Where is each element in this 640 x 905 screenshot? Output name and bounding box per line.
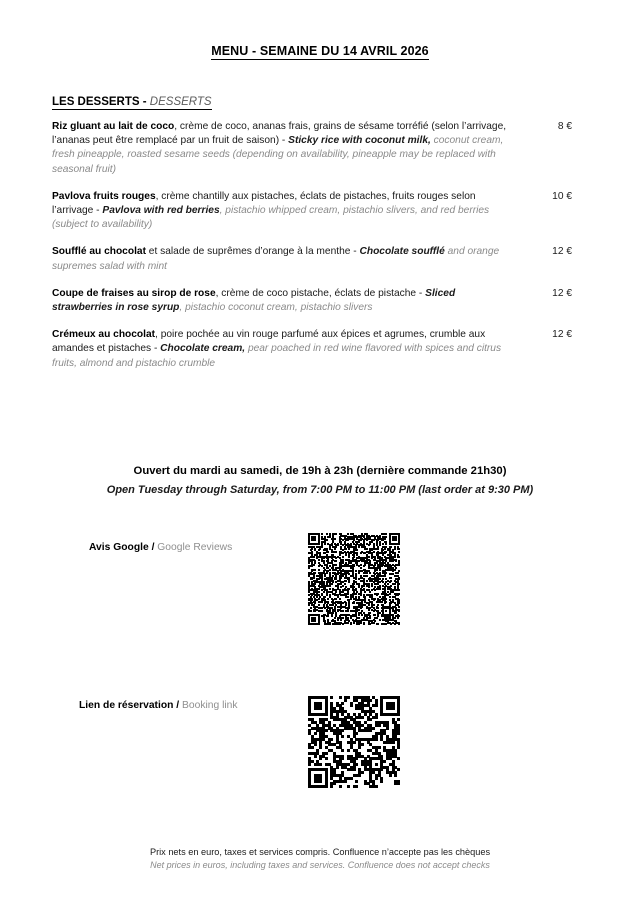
dish-desc-fr: , crème de coco pistache, éclats de pistache xyxy=(215,287,417,299)
dish-name-fr: Coupe de fraises au sirop de rose xyxy=(52,287,216,299)
dish-desc-en: , pistachio whipped cream, pistachio slivers, and red berries (subject to availability) xyxy=(52,205,490,231)
list-item xyxy=(0,328,640,371)
google-reviews-label-en: Google Reviews xyxy=(157,541,233,553)
booking-link-label-fr: Lien de réservation xyxy=(79,699,174,711)
opening-hours xyxy=(0,463,640,499)
list-item xyxy=(0,287,640,315)
footer xyxy=(0,846,640,872)
list-item xyxy=(0,190,640,233)
footer-text-fr: Prix nets en euro, taxes et services compris. Confluence n’accepte pas les chèques xyxy=(149,847,491,857)
dish-list xyxy=(0,108,640,371)
dish-name-fr: Riz gluant au lait de coco xyxy=(52,121,175,132)
dish-separator: - xyxy=(93,205,103,217)
dish-name-fr: Pavlova fruits rouges xyxy=(52,190,156,202)
dish-name-en: Chocolate soufflé xyxy=(359,246,445,258)
google-reviews-label-fr: Avis Google xyxy=(89,541,149,553)
dish-description xyxy=(52,120,528,177)
opening-hours-en: Open Tuesday through Saturday, from 7:00 PM to 11:00 PM (last order at 9:30 PM) xyxy=(106,483,534,496)
dish-separator: - xyxy=(151,343,161,355)
dish-desc-en: coconut cream, fresh pineapple, roasted sesame seeds (depending on availability, pineapple may be replaced with seasonal fruit) xyxy=(52,135,504,175)
label-separator: / xyxy=(148,541,158,553)
booking-link-label-en: Booking link xyxy=(182,699,238,711)
dish-price: 8 € xyxy=(557,121,572,132)
dish-name-en: Sliced strawberries in rose syrup xyxy=(52,287,456,314)
dish-separator: - xyxy=(350,246,360,258)
dish-name-fr: Crémeux au chocolat xyxy=(52,329,156,341)
opening-hours-fr: Ouvert du mardi au samedi, de 19h à 23h (dernière commande 21h30) xyxy=(133,464,507,477)
list-item xyxy=(0,120,640,177)
dish-name-en: Pavlova with red berries xyxy=(102,205,220,217)
list-item xyxy=(0,245,640,273)
dish-desc-en: , pistachio coconut cream, pistachio slivers xyxy=(179,302,373,314)
dish-desc-fr: , crème chantilly aux pistaches, éclats de pistaches, fruits rouges selon l’arrivage xyxy=(52,190,476,217)
dish-name-en: Chocolate cream, xyxy=(160,343,246,355)
dish-price: 12 € xyxy=(552,329,572,341)
dish-desc-fr: et salade de suprêmes d’orange à la menthe xyxy=(145,246,351,258)
qr-code-icon[interactable] xyxy=(308,533,400,625)
dish-price: 12 € xyxy=(552,246,572,258)
section-heading-desserts xyxy=(0,58,640,108)
dish-description xyxy=(52,190,528,233)
qr-code-icon[interactable] xyxy=(308,696,400,788)
page-title-text: MENU - SEMAINE DU 14 AVRIL 2026 xyxy=(211,44,429,58)
dish-description xyxy=(52,287,528,315)
dish-desc-en: and orange supremes salad with mint xyxy=(52,246,500,272)
dish-price: 12 € xyxy=(552,287,572,299)
dish-desc-en: pear poached in red wine flavored with spices and citrus fruits, almond and pistachio crumble xyxy=(52,343,502,369)
page-title xyxy=(0,0,640,58)
dish-desc-fr: , crème de coco, ananas frais, grains de sésame torréfié (selon l’arrivage, l’ananas peut être remplacé par un fruit de saison) xyxy=(52,121,507,147)
google-reviews-qr-block xyxy=(0,541,640,669)
section-heading-separator: - xyxy=(139,96,150,108)
dish-description xyxy=(52,245,528,273)
dish-price: 10 € xyxy=(552,190,572,202)
label-separator: / xyxy=(173,699,183,711)
dish-desc-fr: , poire pochée au vin rouge parfumé aux épices et agrumes, crumble aux amandes et pistaches xyxy=(52,329,486,355)
dish-separator: - xyxy=(416,287,426,299)
dish-name-fr: Soufflé au chocolat xyxy=(52,246,146,258)
dish-description xyxy=(52,328,528,371)
dish-name-en: Sticky rice with coconut milk, xyxy=(288,135,431,147)
google-reviews-label xyxy=(89,541,232,555)
dish-separator: - xyxy=(279,135,289,147)
section-heading-fr: LES DESSERTS xyxy=(52,96,140,108)
booking-link-qr-block xyxy=(0,699,640,827)
booking-link-label xyxy=(79,699,238,713)
footer-text-en: Net prices in euros, including taxes and services. Confluence does not accept checks xyxy=(150,860,490,870)
section-heading-en: DESSERTS xyxy=(149,96,212,108)
